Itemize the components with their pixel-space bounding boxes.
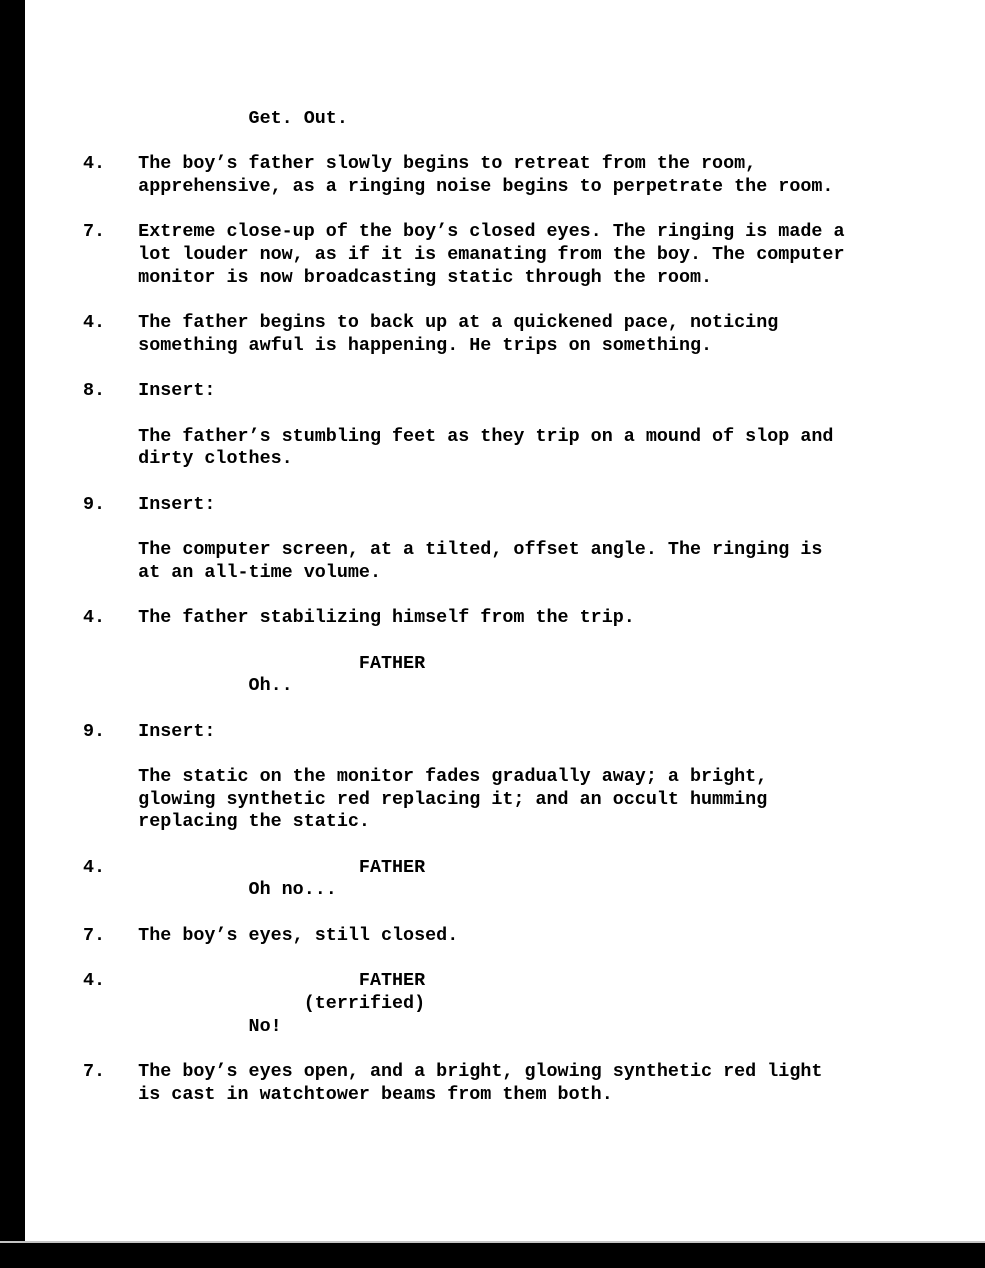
script-line: dirty clothes. xyxy=(83,448,293,470)
blank-line xyxy=(83,516,845,539)
script-line: 4. FATHER xyxy=(83,856,426,878)
blank-line xyxy=(83,584,845,607)
script-line: is cast in watchtower beams from them both. xyxy=(83,1083,613,1105)
script-line: Get. Out. xyxy=(83,108,348,129)
blank-line xyxy=(83,358,845,381)
script-line: The father’s stumbling feet as they trip on a mound of slop and xyxy=(83,425,834,447)
script-line: 4. The boy’s father slowly begins to retreat from the room, xyxy=(83,153,757,175)
blank-line xyxy=(83,947,845,970)
script-line: 7. The boy’s eyes, still closed. xyxy=(83,924,459,946)
script-line: monitor is now broadcasting static through the room. xyxy=(83,266,713,288)
blank-line xyxy=(83,630,845,653)
blank-line xyxy=(83,471,845,494)
script-line: The static on the monitor fades gradually away; a bright, xyxy=(83,765,768,787)
script-line: apprehensive, as a ringing noise begins to perpetrate the room. xyxy=(83,176,834,198)
bottom-black-frame-bar xyxy=(0,1241,985,1268)
blank-line xyxy=(83,834,845,857)
script-line: (terrified) xyxy=(83,992,426,1014)
blank-line xyxy=(83,290,845,313)
script-line: 8. Insert: xyxy=(83,380,216,402)
blank-line xyxy=(83,403,845,426)
script-line: 4. The father stabilizing himself from the trip. xyxy=(83,607,635,629)
script-line: 9. Insert: xyxy=(83,720,216,742)
script-line: Oh no... xyxy=(83,879,337,901)
script-line: glowing synthetic red replacing it; and an occult humming xyxy=(83,788,768,810)
script-line: The computer screen, at a tilted, offset angle. The ringing is xyxy=(83,539,823,561)
blank-line xyxy=(83,199,845,222)
blank-line xyxy=(83,131,845,154)
blank-line xyxy=(83,743,845,766)
script-line: FATHER xyxy=(83,652,426,674)
script-line: Oh.. xyxy=(83,675,293,697)
script-line: 7. The boy’s eyes open, and a bright, glowing synthetic red light xyxy=(83,1060,823,1082)
blank-line xyxy=(83,902,845,925)
blank-line xyxy=(83,698,845,721)
script-line: 4. FATHER xyxy=(83,970,426,992)
blank-line xyxy=(83,1038,845,1061)
left-black-frame-bar xyxy=(0,0,25,1268)
script-line: at an all-time volume. xyxy=(83,561,381,583)
script-line: 4. The father begins to back up at a quickened pace, noticing xyxy=(83,312,779,334)
script-line: replacing the static. xyxy=(83,811,370,833)
script-line: No! xyxy=(83,1015,282,1037)
script-line: lot louder now, as if it is emanating from the boy. The computer xyxy=(83,244,845,266)
script-line: 9. Insert: xyxy=(83,493,216,515)
script-line: 7. Extreme close-up of the boy’s closed eyes. The ringing is made a xyxy=(83,221,845,243)
script-text xyxy=(83,108,845,1106)
script-line: something awful is happening. He trips on something. xyxy=(83,334,713,356)
